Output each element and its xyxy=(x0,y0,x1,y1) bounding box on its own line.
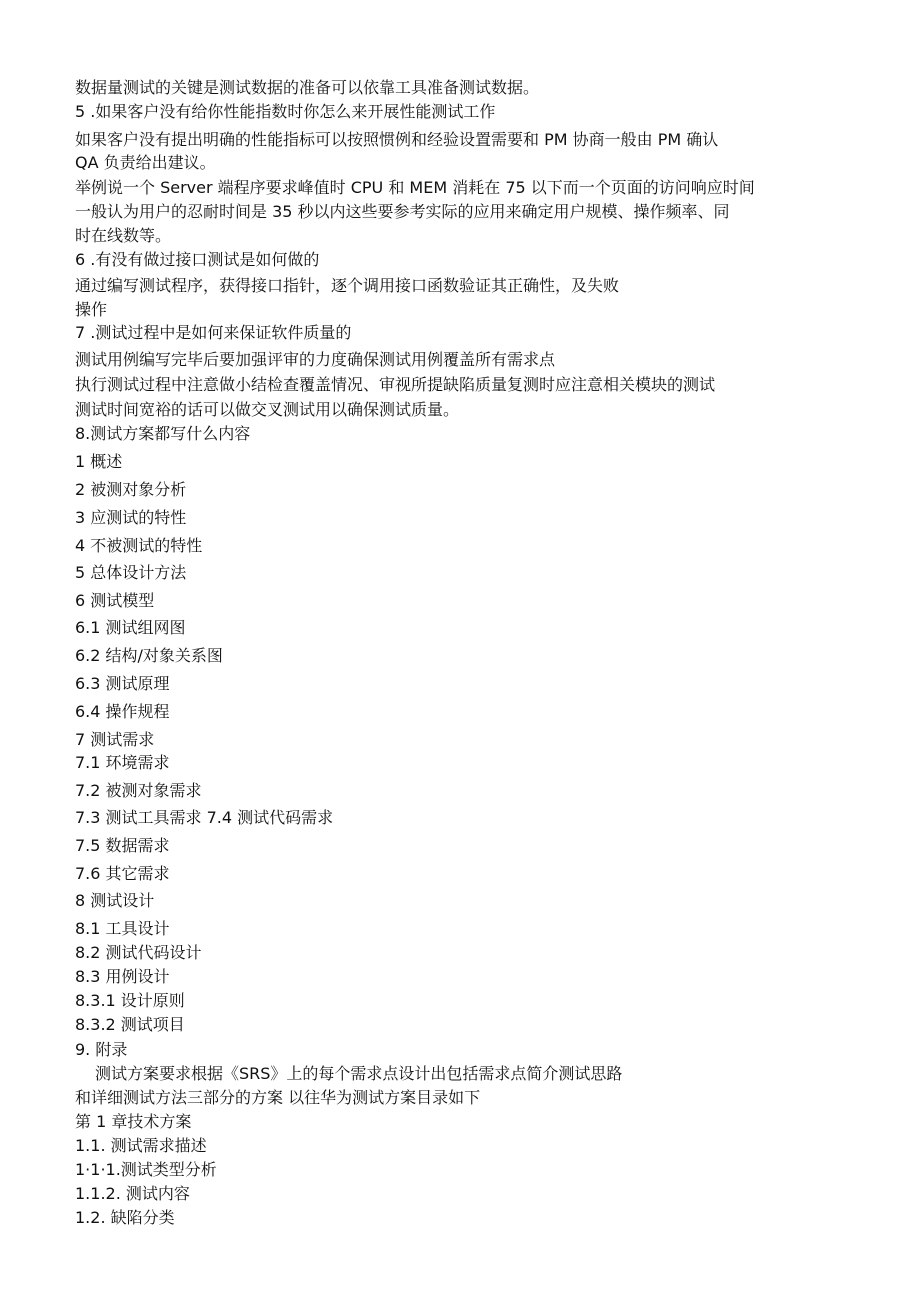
toc-item: 4 不被测试的特性 xyxy=(75,536,203,555)
toc-item: 9. 附录 xyxy=(75,1040,128,1059)
toc-item: 3 应测试的特性 xyxy=(75,508,187,527)
text-line: 测试时间宽裕的话可以做交叉测试用以确保测试质量。 xyxy=(75,400,460,419)
toc-item: 7.3 测试工具需求 7.4 测试代码需求 xyxy=(75,808,334,827)
question-heading: 8.测试方案都写什么内容 xyxy=(75,424,251,443)
toc-item: 2 被测对象分析 xyxy=(75,480,187,499)
toc-item: 8.3 用例设计 xyxy=(75,967,170,986)
text-line: 举例说一个 Server 端程序要求峰值时 CPU 和 MEM 消耗在 75 以下而一个页面的访问响应时间 xyxy=(75,178,755,197)
toc-item: 1.1.2. 测试内容 xyxy=(75,1184,190,1203)
toc-item: 1 概述 xyxy=(75,452,123,471)
text-line: 执行测试过程中注意做小结检查覆盖情况、审视所提缺陷质量复测时应注意相关模块的测试 xyxy=(75,375,716,394)
toc-item: 5 总体设计方法 xyxy=(75,563,187,582)
toc-item: 6.2 结构/对象关系图 xyxy=(75,646,223,665)
text-line: 测试方案要求根据《SRS》上的每个需求点设计出包括需求点简介测试思路 xyxy=(95,1064,623,1083)
toc-item: 8.3.1 设计原则 xyxy=(75,991,185,1010)
toc-item: 8.3.2 测试项目 xyxy=(75,1015,185,1034)
toc-item: 1.1. 测试需求描述 xyxy=(75,1136,207,1155)
toc-item: 6.4 操作规程 xyxy=(75,702,170,721)
toc-item: 7 测试需求 xyxy=(75,730,155,749)
toc-item: 7.1 环境需求 xyxy=(75,753,170,772)
toc-item: 6.3 测试原理 xyxy=(75,674,170,693)
toc-item: 7.2 被测对象需求 xyxy=(75,781,202,800)
question-heading: 6 .有没有做过接口测试是如何做的 xyxy=(75,250,320,269)
question-heading: 5 .如果客户没有给你性能指数时你怎么来开展性能测试工作 xyxy=(75,102,496,121)
toc-item: 7.5 数据需求 xyxy=(75,836,170,855)
text-line: QA 负责给出建议。 xyxy=(75,153,216,172)
text-line: 测试用例编写完毕后要加强评审的力度确保测试用例覆盖所有需求点 xyxy=(75,350,556,369)
text-line: 一般认为用户的忍耐时间是 35 秒以内这些要参考实际的应用来确定用户规模、操作频率、同 xyxy=(75,202,730,221)
text-line: 时在线数等。 xyxy=(75,226,172,245)
toc-item: 8.2 测试代码设计 xyxy=(75,943,202,962)
toc-item: 7.6 其它需求 xyxy=(75,864,170,883)
toc-item: 6 测试模型 xyxy=(75,591,155,610)
toc-item: 8.1 工具设计 xyxy=(75,919,170,938)
toc-item: 1.2. 缺陷分类 xyxy=(75,1208,175,1227)
toc-item: 第 1 章技术方案 xyxy=(75,1112,192,1131)
toc-item: 1·1·1.测试类型分析 xyxy=(75,1160,217,1179)
question-heading: 7 .测试过程中是如何来保证软件质量的 xyxy=(75,323,352,342)
toc-item: 8 测试设计 xyxy=(75,891,155,910)
toc-item: 6.1 测试组网图 xyxy=(75,618,186,637)
text-line: 如果客户没有提出明确的性能指标可以按照惯例和经验设置需要和 PM 协商一般由 PM 确认 xyxy=(75,130,719,149)
text-line: 操作 xyxy=(75,300,108,319)
text-line: 和详细测试方法三部分的方案 以往华为测试方案目录如下 xyxy=(75,1088,481,1107)
text-line: 通过编写测试程序，获得接口指针，逐个调用接口函数验证其正确性，及失败 xyxy=(75,276,620,295)
text-line: 数据量测试的关键是测试数据的准备可以依靠工具准备测试数据。 xyxy=(75,78,540,97)
